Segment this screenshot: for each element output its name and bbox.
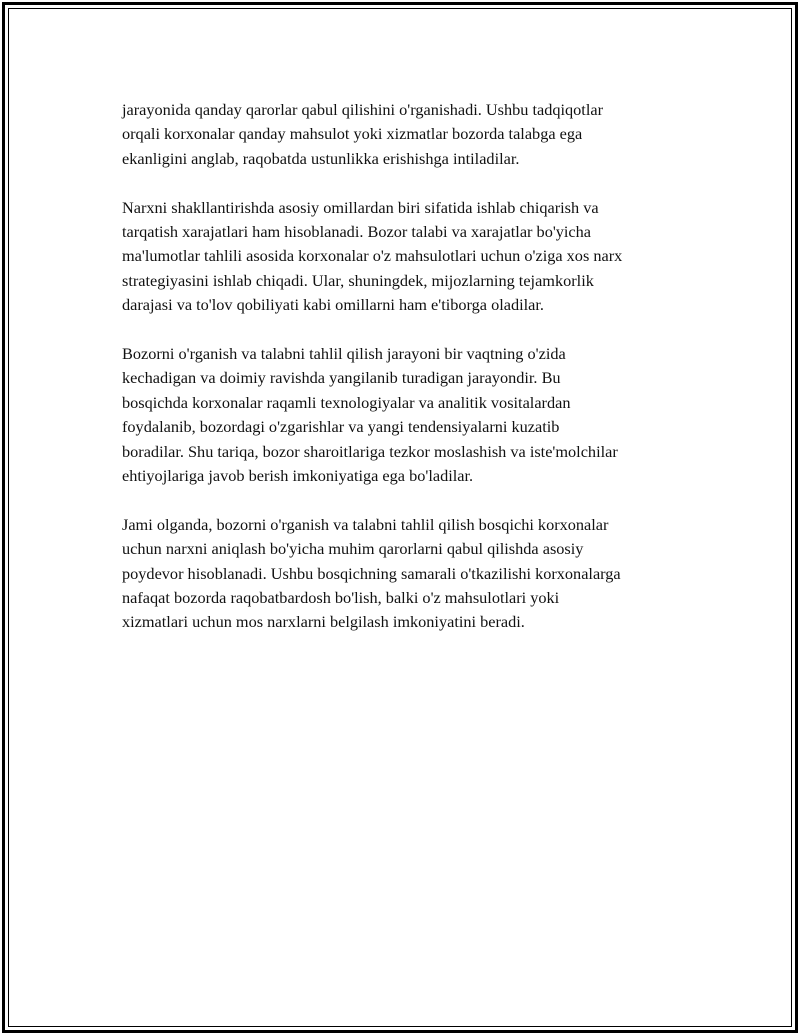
text-line: foydalanib, bozordagi o'zgarishlar va yangi tendensiyalarni kuzatib — [122, 417, 560, 437]
text-line: poydevor hisoblanadi. Ushbu bosqichning samarali o'tkazilishi korxonalarga — [122, 563, 621, 583]
paragraph-3 — [122, 342, 712, 488]
text-line: Jami olganda, bozorni o'rganish va talabni tahlil qilish bosqichi korxonalar — [122, 514, 609, 534]
paragraph-1 — [122, 98, 712, 171]
text-line: tarqatish xarajatlari ham hisoblanadi. Bozor talabi va xarajatlar bo'yicha — [122, 222, 592, 242]
text-line: ehtiyojlariga javob berish imkoniyatiga ega bo'ladilar. — [122, 466, 474, 486]
document-body — [122, 98, 712, 659]
text-line: strategiyasini ishlab chiqadi. Ular, shuningdek, mijozlarning tejamkorlik — [122, 270, 594, 290]
page-border — [2, 2, 798, 1033]
text-line: bosqichda korxonalar raqamli texnologiyalar va analitik vositalardan — [122, 392, 571, 412]
text-line: uchun narxni aniqlash bo'yicha muhim qarorlarni qabul qilishda asosiy — [122, 539, 584, 559]
text-line: orqali korxonalar qanday mahsulot yoki xizmatlar bozorda talabga ega — [122, 124, 583, 144]
text-line: jarayonida qanday qarorlar qabul qilishini o'rganishadi. Ushbu tadqiqotlar — [122, 100, 604, 119]
paragraph-2 — [122, 196, 712, 318]
text-line: Narxni shakllantirishda asosiy omillardan biri sifatida ishlab chiqarish va — [122, 197, 599, 217]
text-line: boradilar. Shu tariqa, bozor sharoitlariga tezkor moslashish va iste'molchilar — [122, 441, 618, 461]
text-line: ekanligini anglab, raqobatda ustunlikka erishishga intiladilar. — [122, 148, 520, 168]
text-line: Bozorni o'rganish va talabni tahlil qilish jarayoni bir vaqtning o'zida — [122, 344, 566, 364]
text-line: darajasi va to'lov qobiliyati kabi omillarni ham e'tiborga oladilar. — [122, 295, 544, 315]
text-line: nafaqat bozorda raqobatbardosh bo'lish, balki o'z mahsulotlari yoki — [122, 588, 560, 608]
text-line: kechadigan va doimiy ravishda yangilanib turadigan jarayondir. Bu — [122, 368, 561, 388]
text-line: ma'lumotlar tahlili asosida korxonalar o'z mahsulotlari uchun o'ziga xos narx — [122, 246, 623, 266]
paragraph-4 — [122, 513, 712, 635]
text-line: xizmatlari uchun mos narxlarni belgilash imkoniyatini beradi. — [122, 612, 525, 632]
